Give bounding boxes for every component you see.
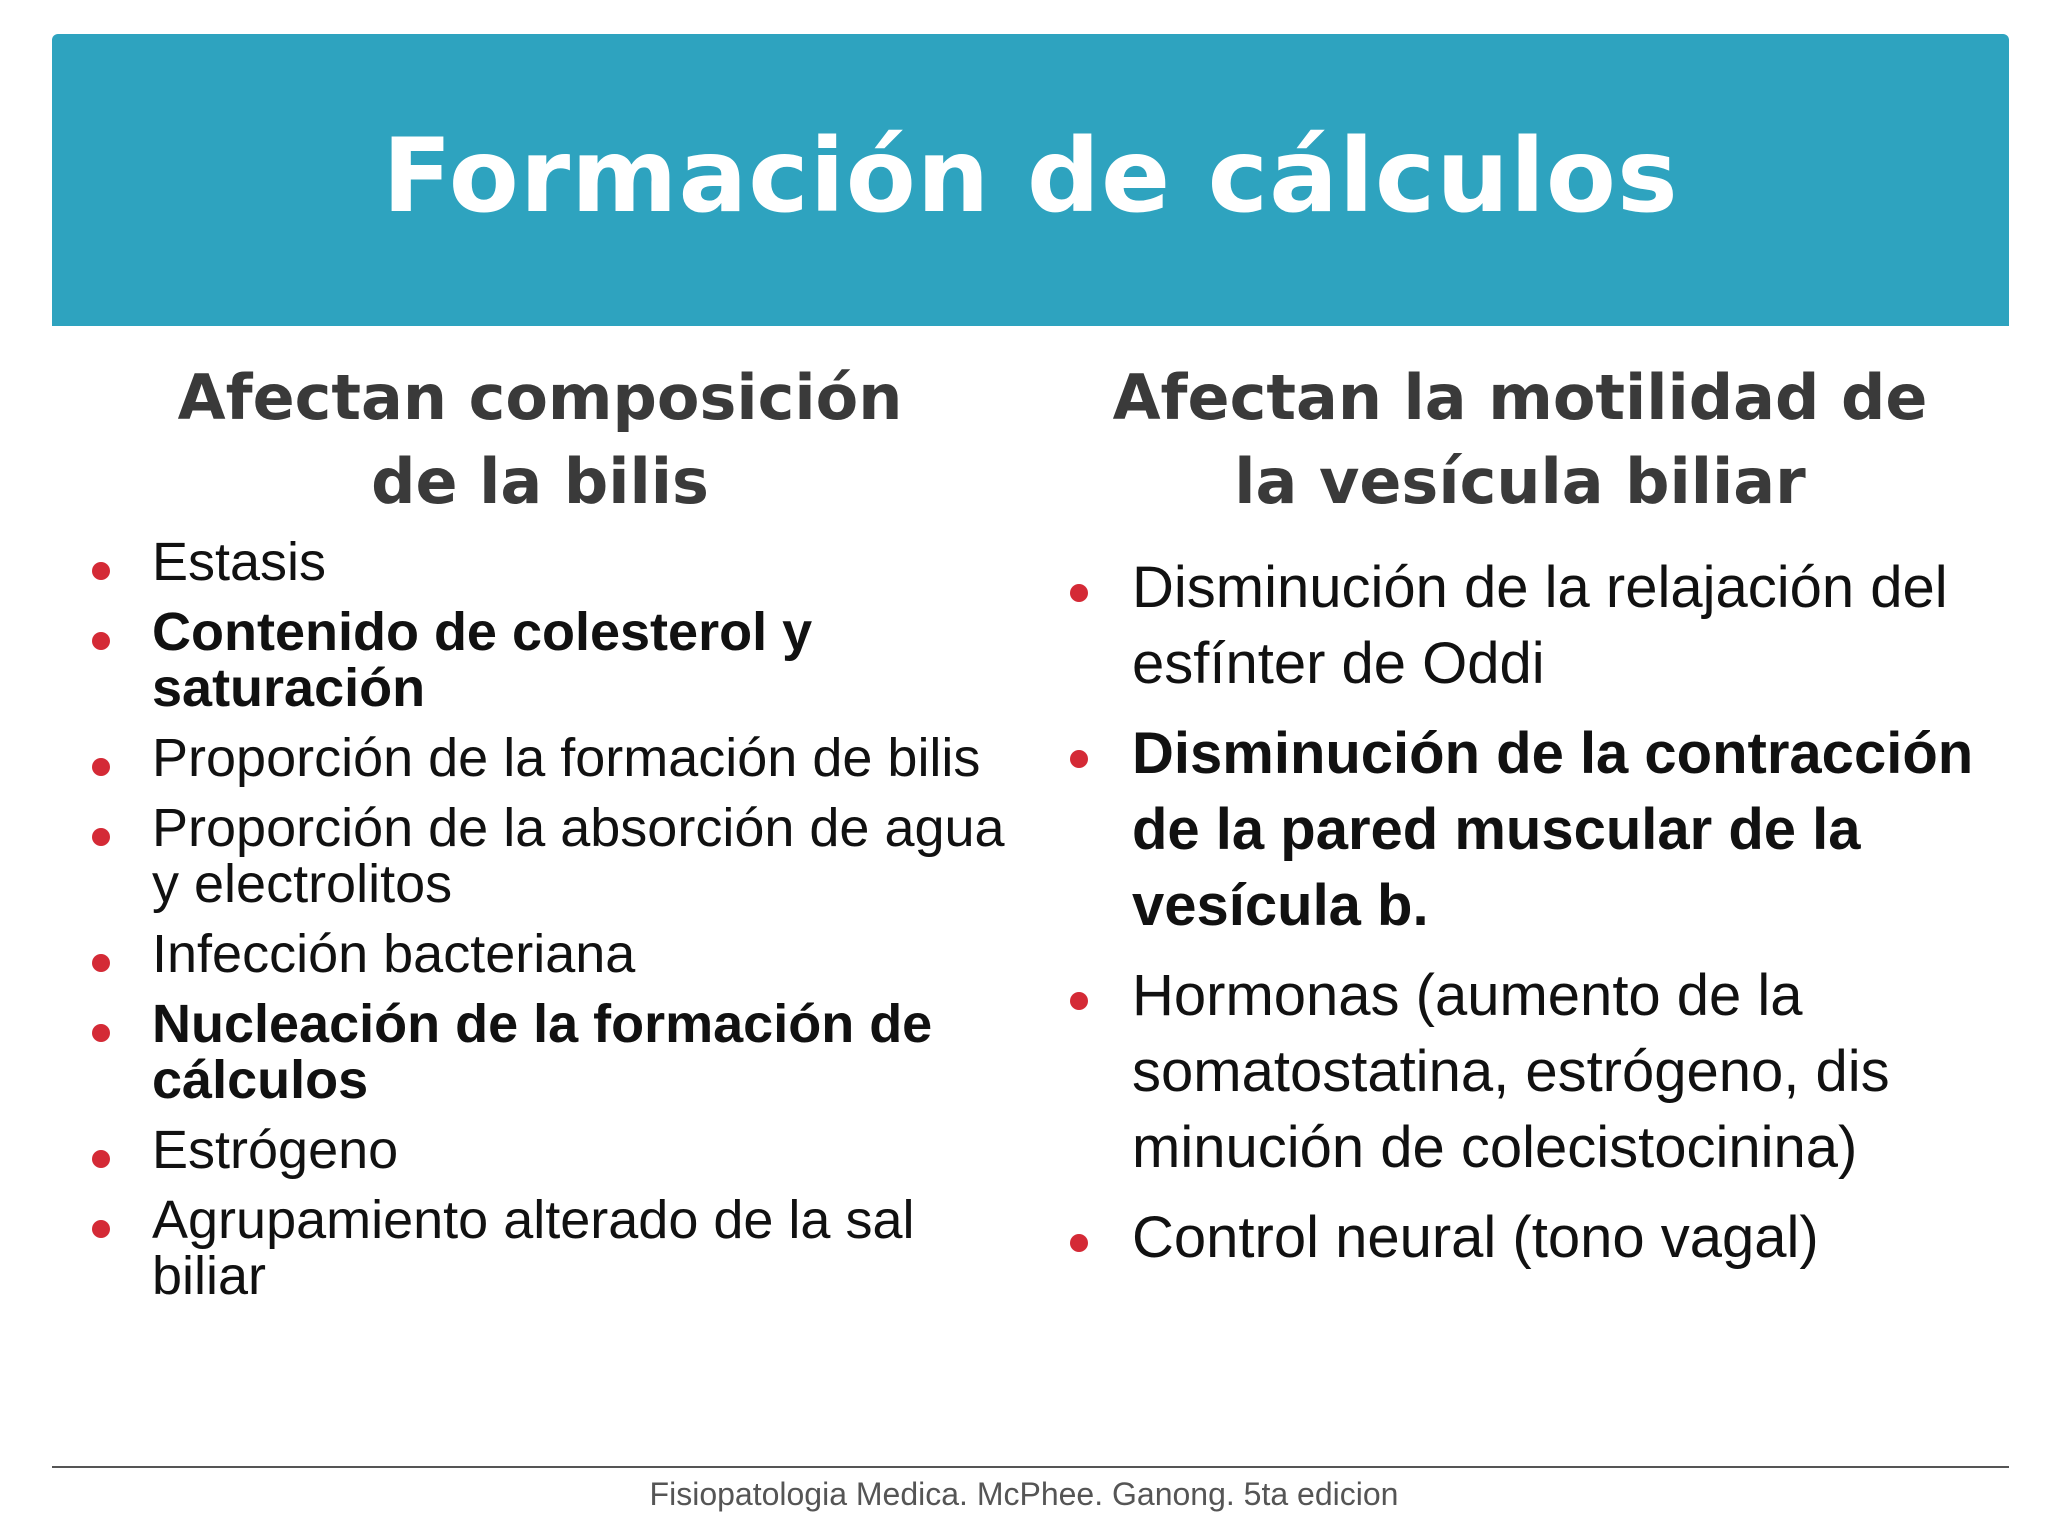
right-column-heading — [1040, 356, 2000, 524]
list-item — [92, 996, 1012, 1108]
list-item-text: Proporción de la formación de bilis — [152, 728, 981, 788]
list-item-text: Agrupamiento alterado de la sal biliar — [152, 1190, 915, 1306]
bullet-icon — [1070, 584, 1088, 602]
list-item-text: Disminución de la contracción de la pared muscular de la vesícula b. — [1132, 721, 1974, 938]
right-heading-line-1: Afectan la motilidad de — [1112, 361, 1928, 434]
list-item-text: Nucleación de la formación de cálculos — [152, 994, 933, 1110]
title-banner — [52, 34, 2009, 326]
bullet-icon — [92, 1220, 110, 1238]
list-item — [92, 1192, 1012, 1304]
left-column-heading — [80, 356, 1000, 524]
bullet-icon — [92, 1150, 110, 1168]
list-item — [1070, 716, 2000, 944]
list-item-text: Disminución de la relajación del esfínter de Oddi — [1132, 555, 1948, 696]
list-item-text: Contenido de colesterol y saturación — [152, 602, 813, 718]
bullet-icon — [92, 1024, 110, 1042]
list-item-text: Proporción de la absorción de agua y electrolitos — [152, 798, 1005, 914]
list-item — [92, 730, 1012, 786]
bullet-icon — [1070, 750, 1088, 768]
left-bullet-list — [92, 534, 1012, 1318]
list-item-text: Control neural (tono vagal) — [1132, 1205, 1819, 1270]
footer-divider — [52, 1466, 2009, 1468]
list-item — [1070, 958, 2000, 1186]
bullet-icon — [1070, 1234, 1088, 1252]
right-heading-line-2: la vesícula biliar — [1234, 445, 1806, 518]
list-item-text: Infección bacteriana — [152, 924, 636, 984]
list-item — [92, 926, 1012, 982]
footer-citation: Fisiopatologia Medica. McPhee. Ganong. 5ta edicion — [649, 1476, 1399, 1512]
bullet-icon — [92, 954, 110, 972]
list-item — [92, 800, 1012, 912]
list-item — [92, 604, 1012, 716]
bullet-icon — [92, 632, 110, 650]
list-item — [1070, 550, 2000, 702]
list-item-text: Estasis — [152, 532, 327, 592]
bullet-icon — [1070, 992, 1088, 1010]
list-item — [1070, 1200, 2000, 1276]
bullet-icon — [92, 562, 110, 580]
slide-title: Formación de cálculos — [382, 116, 1679, 236]
list-item — [92, 534, 1012, 590]
list-item-text: Hormonas (aumento de la somatostatina, estrógeno, dis minución de colecistocinina) — [1132, 963, 1890, 1180]
list-item — [92, 1122, 1012, 1178]
bullet-icon — [92, 758, 110, 776]
left-heading-line-1: Afectan composición — [177, 361, 903, 434]
bullet-icon — [92, 828, 110, 846]
left-heading-line-2: de la bilis — [371, 445, 709, 518]
list-item-text: Estrógeno — [152, 1120, 399, 1180]
right-bullet-list — [1070, 550, 2000, 1290]
